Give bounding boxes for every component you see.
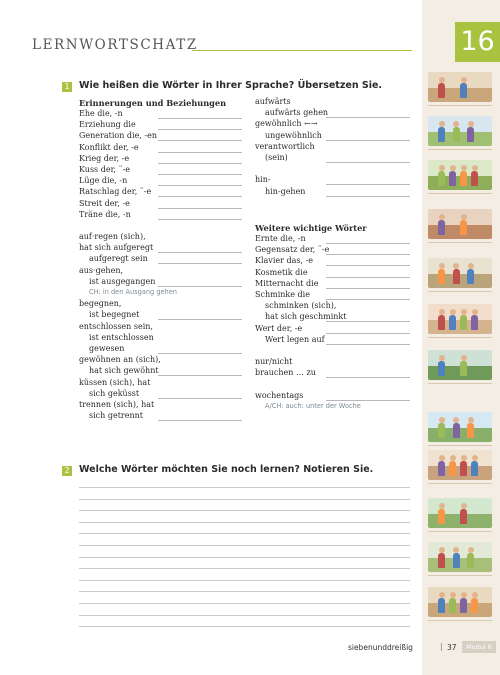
illustration-divider <box>428 383 492 384</box>
translation-line[interactable] <box>158 196 242 197</box>
vocab-entry: Wert legen auf <box>265 334 325 344</box>
translation-line[interactable] <box>326 254 410 255</box>
translation-line[interactable] <box>158 219 242 220</box>
vocab-entry: Wert der, -e <box>255 323 303 333</box>
task-2-instruction: Welche Wörter möchten Sie noch lernen? Notieren Sie. <box>79 464 374 475</box>
vocab-entry: auf·regen (sich), <box>79 232 146 241</box>
translation-line[interactable] <box>326 277 410 278</box>
translation-line[interactable] <box>158 375 242 376</box>
vocab-entry: Ernte die, -n <box>255 234 306 243</box>
vocab-entry: hin-gehen <box>265 186 306 196</box>
translation-line[interactable] <box>326 196 410 197</box>
illustration <box>428 116 492 146</box>
illustration <box>428 450 492 480</box>
vocab-entry: Krieg der, -e <box>79 153 130 163</box>
translation-line[interactable] <box>158 398 242 399</box>
vocab-entry: wochentags <box>255 390 304 400</box>
note-line[interactable] <box>79 510 410 511</box>
vocab-entry: ungewöhnlich <box>265 130 322 140</box>
vocab-entry: begegnen, <box>79 299 122 309</box>
note-line[interactable] <box>79 545 410 546</box>
note-line[interactable] <box>79 603 410 604</box>
vocab-entry: trennen (sich), hat <box>79 400 155 409</box>
vocab-note: CH: in den Ausgang gehen <box>89 288 177 296</box>
illustration <box>428 498 492 528</box>
illustration-divider <box>428 483 492 484</box>
translation-line[interactable] <box>326 243 410 244</box>
module-tab <box>462 641 496 653</box>
illustration-divider <box>428 531 492 532</box>
translation-line[interactable] <box>158 185 242 186</box>
illustration-divider <box>428 149 492 150</box>
illustration-divider <box>428 575 492 576</box>
chapter-number: 16 <box>455 22 500 62</box>
translation-line[interactable] <box>158 420 242 421</box>
vocab-entry: gewöhnlich ←→ <box>255 119 318 129</box>
task-1-badge: 1 <box>62 82 72 92</box>
illustration <box>428 258 492 288</box>
note-line[interactable] <box>79 626 410 627</box>
translation-line[interactable] <box>158 174 242 175</box>
translation-line[interactable] <box>326 184 410 185</box>
vocab-entry: entschlossen sein, <box>79 321 153 331</box>
vocab-entry: gewesen <box>89 344 125 353</box>
note-line[interactable] <box>79 499 410 500</box>
note-line[interactable] <box>79 522 410 523</box>
vocab-entry: aufwärts <box>255 97 291 106</box>
translation-line[interactable] <box>158 319 242 320</box>
translation-line[interactable] <box>326 162 410 163</box>
note-line[interactable] <box>79 487 410 488</box>
vocab-entry: hat sich aufgeregt <box>79 243 154 253</box>
vocab-entry: Konflikt der, -e <box>79 142 139 152</box>
illustration <box>428 412 492 442</box>
illustration <box>428 304 492 334</box>
illustration <box>428 160 492 190</box>
vocab-entry: Kuss der, ¨-e <box>79 165 131 174</box>
note-line[interactable] <box>79 580 410 581</box>
vocab-entry: hin- <box>255 175 271 185</box>
translation-line[interactable] <box>158 118 242 119</box>
translation-line[interactable] <box>326 117 410 118</box>
vocab-entry: schminken (sich), <box>265 301 337 311</box>
vocab-entry: aus·gehen, <box>79 265 124 275</box>
illustration <box>428 542 492 572</box>
footer-separator: | <box>440 642 443 651</box>
vocab-entry: küssen (sich), hat <box>79 377 151 387</box>
translation-line[interactable] <box>326 400 410 401</box>
note-line[interactable] <box>79 557 410 558</box>
illustration-divider <box>428 193 492 194</box>
vocab-entry: Ehe die, -n <box>79 109 123 118</box>
page-number: 37 <box>447 643 457 652</box>
note-line[interactable] <box>79 591 410 592</box>
vocab-entry: verantwortlich <box>255 141 315 151</box>
page-word: siebenunddreißig <box>348 643 413 652</box>
illustration-divider <box>428 620 492 621</box>
vocab-entry: aufgeregt sein <box>89 254 148 264</box>
illustration-divider <box>428 242 492 243</box>
vocab-entry: Kosmetik die <box>255 267 308 277</box>
illustration-divider <box>428 105 492 106</box>
vocab-entry: Erziehung die <box>79 120 136 130</box>
vocab-entry: Träne die, -n <box>79 209 131 219</box>
vocab-entry: Mitternacht die <box>255 278 319 288</box>
vocab-entry: nur/nicht <box>255 357 293 367</box>
vocab-entry: Streit der, -e <box>79 198 130 208</box>
translation-line[interactable] <box>158 286 242 287</box>
translation-line[interactable] <box>158 163 242 164</box>
vocab-entry: ist entschlossen <box>89 332 154 342</box>
vocab-entry: ist begegnet <box>89 310 140 320</box>
translation-line[interactable] <box>326 299 410 300</box>
translation-line[interactable] <box>158 263 242 264</box>
illustration-divider <box>428 445 492 446</box>
vocab-entry: sich geküsst <box>89 388 140 398</box>
title-rule <box>192 50 412 51</box>
note-line[interactable] <box>79 533 410 534</box>
translation-line[interactable] <box>158 140 242 141</box>
translation-line[interactable] <box>326 140 410 141</box>
vocab-entry: hat sich geschminkt <box>265 312 347 322</box>
task-1-instruction: Wie heißen die Wörter in Ihrer Sprache? Übersetzen Sie. <box>79 80 383 91</box>
translation-line[interactable] <box>326 344 410 345</box>
vocab-entry: Ratschlag der, ¨-e <box>79 187 152 197</box>
left-column-heading: Erinnerungen und Beziehungen <box>79 98 227 108</box>
page-title: LERNWORTSCHATZ <box>32 37 198 53</box>
translation-line[interactable] <box>158 152 242 153</box>
vocab-entry: gewöhnen an (sich), <box>79 355 161 365</box>
vocab-entry: hat sich gewöhnt <box>89 366 159 376</box>
vocab-entry: aufwärts gehen <box>265 108 329 118</box>
vocab-entry: Generation die, -en <box>79 131 157 141</box>
note-line[interactable] <box>79 568 410 569</box>
translation-line[interactable] <box>326 288 410 289</box>
illustration <box>428 72 492 102</box>
vocab-note: A/CH: auch: unter der Woche <box>265 402 361 410</box>
vocab-entry: brauchen … zu <box>255 368 316 378</box>
vocab-entry: Schminke die <box>255 290 310 299</box>
translation-line[interactable] <box>326 377 410 378</box>
vocab-entry: sich getrennt <box>89 411 143 421</box>
right-column-heading: Weitere wichtige Wörter <box>255 223 367 233</box>
translation-line[interactable] <box>326 321 410 322</box>
illustration <box>428 350 492 380</box>
illustration <box>428 587 492 617</box>
illustration <box>428 209 492 239</box>
translation-line[interactable] <box>158 129 242 130</box>
translation-line[interactable] <box>326 333 410 334</box>
illustration-divider <box>428 291 492 292</box>
vocab-entry: Gegensatz der, ¨-e <box>255 245 330 255</box>
translation-line[interactable] <box>158 208 242 209</box>
task-2-badge: 2 <box>62 466 72 476</box>
vocab-entry: Lüge die, -n <box>79 176 128 186</box>
note-line[interactable] <box>79 615 410 616</box>
vocab-entry: (sein) <box>265 153 288 162</box>
translation-line[interactable] <box>326 265 410 266</box>
illustration-divider <box>428 337 492 338</box>
translation-line[interactable] <box>158 252 242 253</box>
module-label: Modul 6 <box>466 643 492 651</box>
vocab-entry: ist ausgegangen <box>89 276 156 286</box>
translation-line[interactable] <box>158 353 242 354</box>
vocab-entry: Klavier das, -e <box>255 256 314 266</box>
